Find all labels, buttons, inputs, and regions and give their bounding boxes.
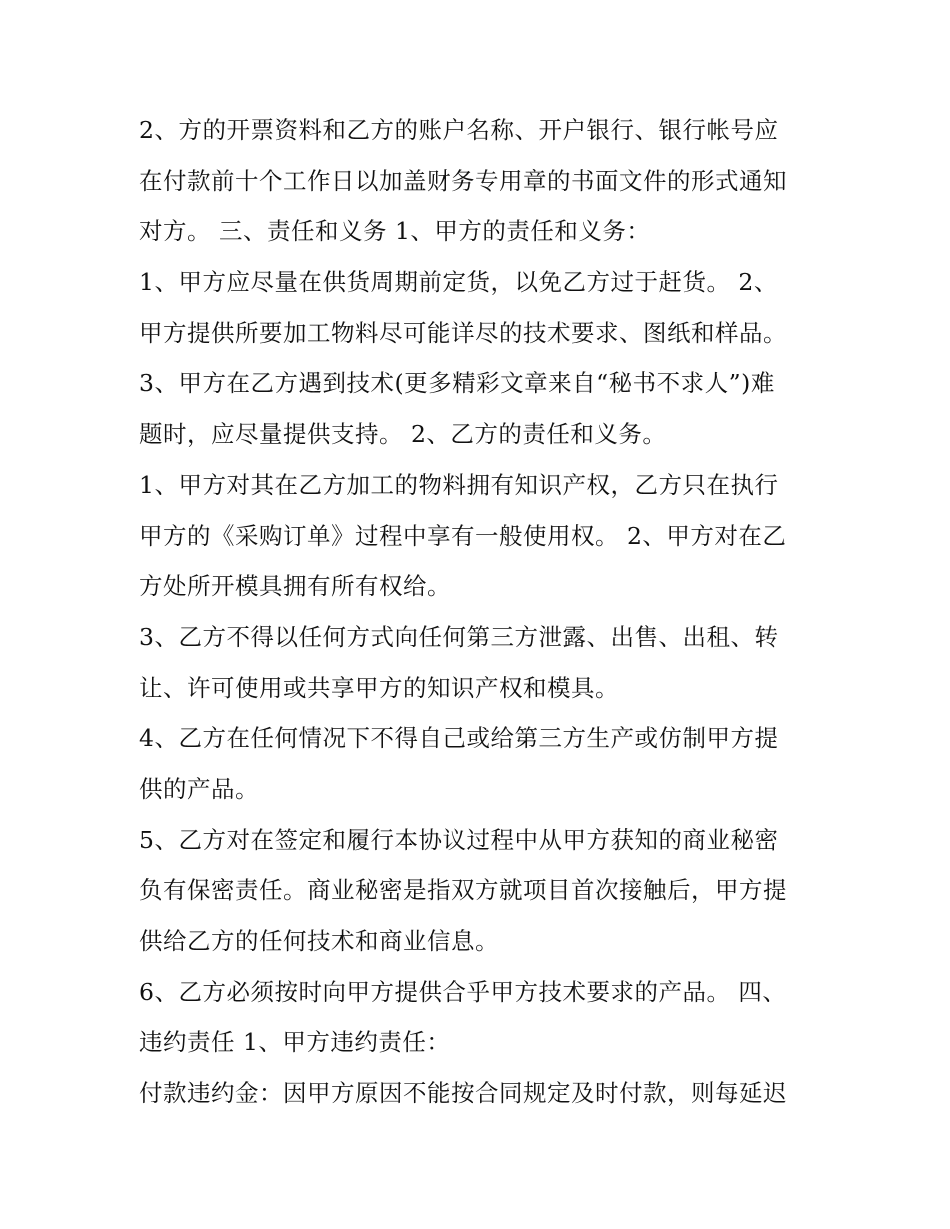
text-line: 1、甲方应尽量在供货周期前定货，以免乙方过于赶货。 2、 [139, 268, 778, 297]
text-line: 甲方提供所要加工物料尽可能详尽的技术要求、图纸和样品。 [139, 318, 787, 347]
text-line: 甲方的《采购订单》过程中享有一般使用权。 2、甲方对在乙 [139, 521, 787, 550]
text-line: 对方。 三、责任和义务 1、甲方的责任和义务： [139, 217, 651, 246]
text-line: 4、乙方在任何情况下不得自己或给第三方生产或仿制甲方提 [139, 724, 779, 753]
text-line: 供给乙方的任何技术和商业信息。 [139, 927, 499, 955]
text-line: 1、甲方对其在乙方加工的物料拥有知识产权，乙方只在执行 [139, 470, 779, 499]
text-line: 付款违约金：因甲方原因不能按合同规定及时付款，则每延迟 [139, 1079, 787, 1108]
text-line: 2、方的开票资料和乙方的账户名称、开户银行、银行帐号应 [139, 116, 779, 144]
text-line: 方处所开模具拥有所有权给。 [139, 572, 451, 601]
text-line: 3、甲方在乙方遇到技术(更多精彩文章来自“秘书不求人”)难 [139, 369, 775, 398]
contract-text-block [139, 105, 829, 1119]
text-line: 在付款前十个工作日以加盖财务专用章的书面文件的形式通知 [139, 166, 787, 195]
text-line: 3、乙方不得以任何方式向任何第三方泄露、出售、出租、转 [139, 622, 779, 651]
text-line: 5、乙方对在签定和履行本协议过程中从甲方获知的商业秘密 [139, 825, 779, 854]
text-line: 6、乙方必须按时向甲方提供合乎甲方技术要求的产品。 四、 [139, 977, 787, 1006]
text-line: 题时，应尽量提供支持。 2、乙方的责任和义务。 [139, 420, 667, 449]
text-line: 供的产品。 [139, 774, 259, 803]
text-line: 负有保密责任。商业秘密是指双方就项目首次接触后，甲方提 [139, 876, 787, 905]
text-line: 违约责任 1、甲方违约责任： [139, 1028, 451, 1057]
text-line: 让、许可使用或共享甲方的知识产权和模具。 [139, 673, 619, 702]
